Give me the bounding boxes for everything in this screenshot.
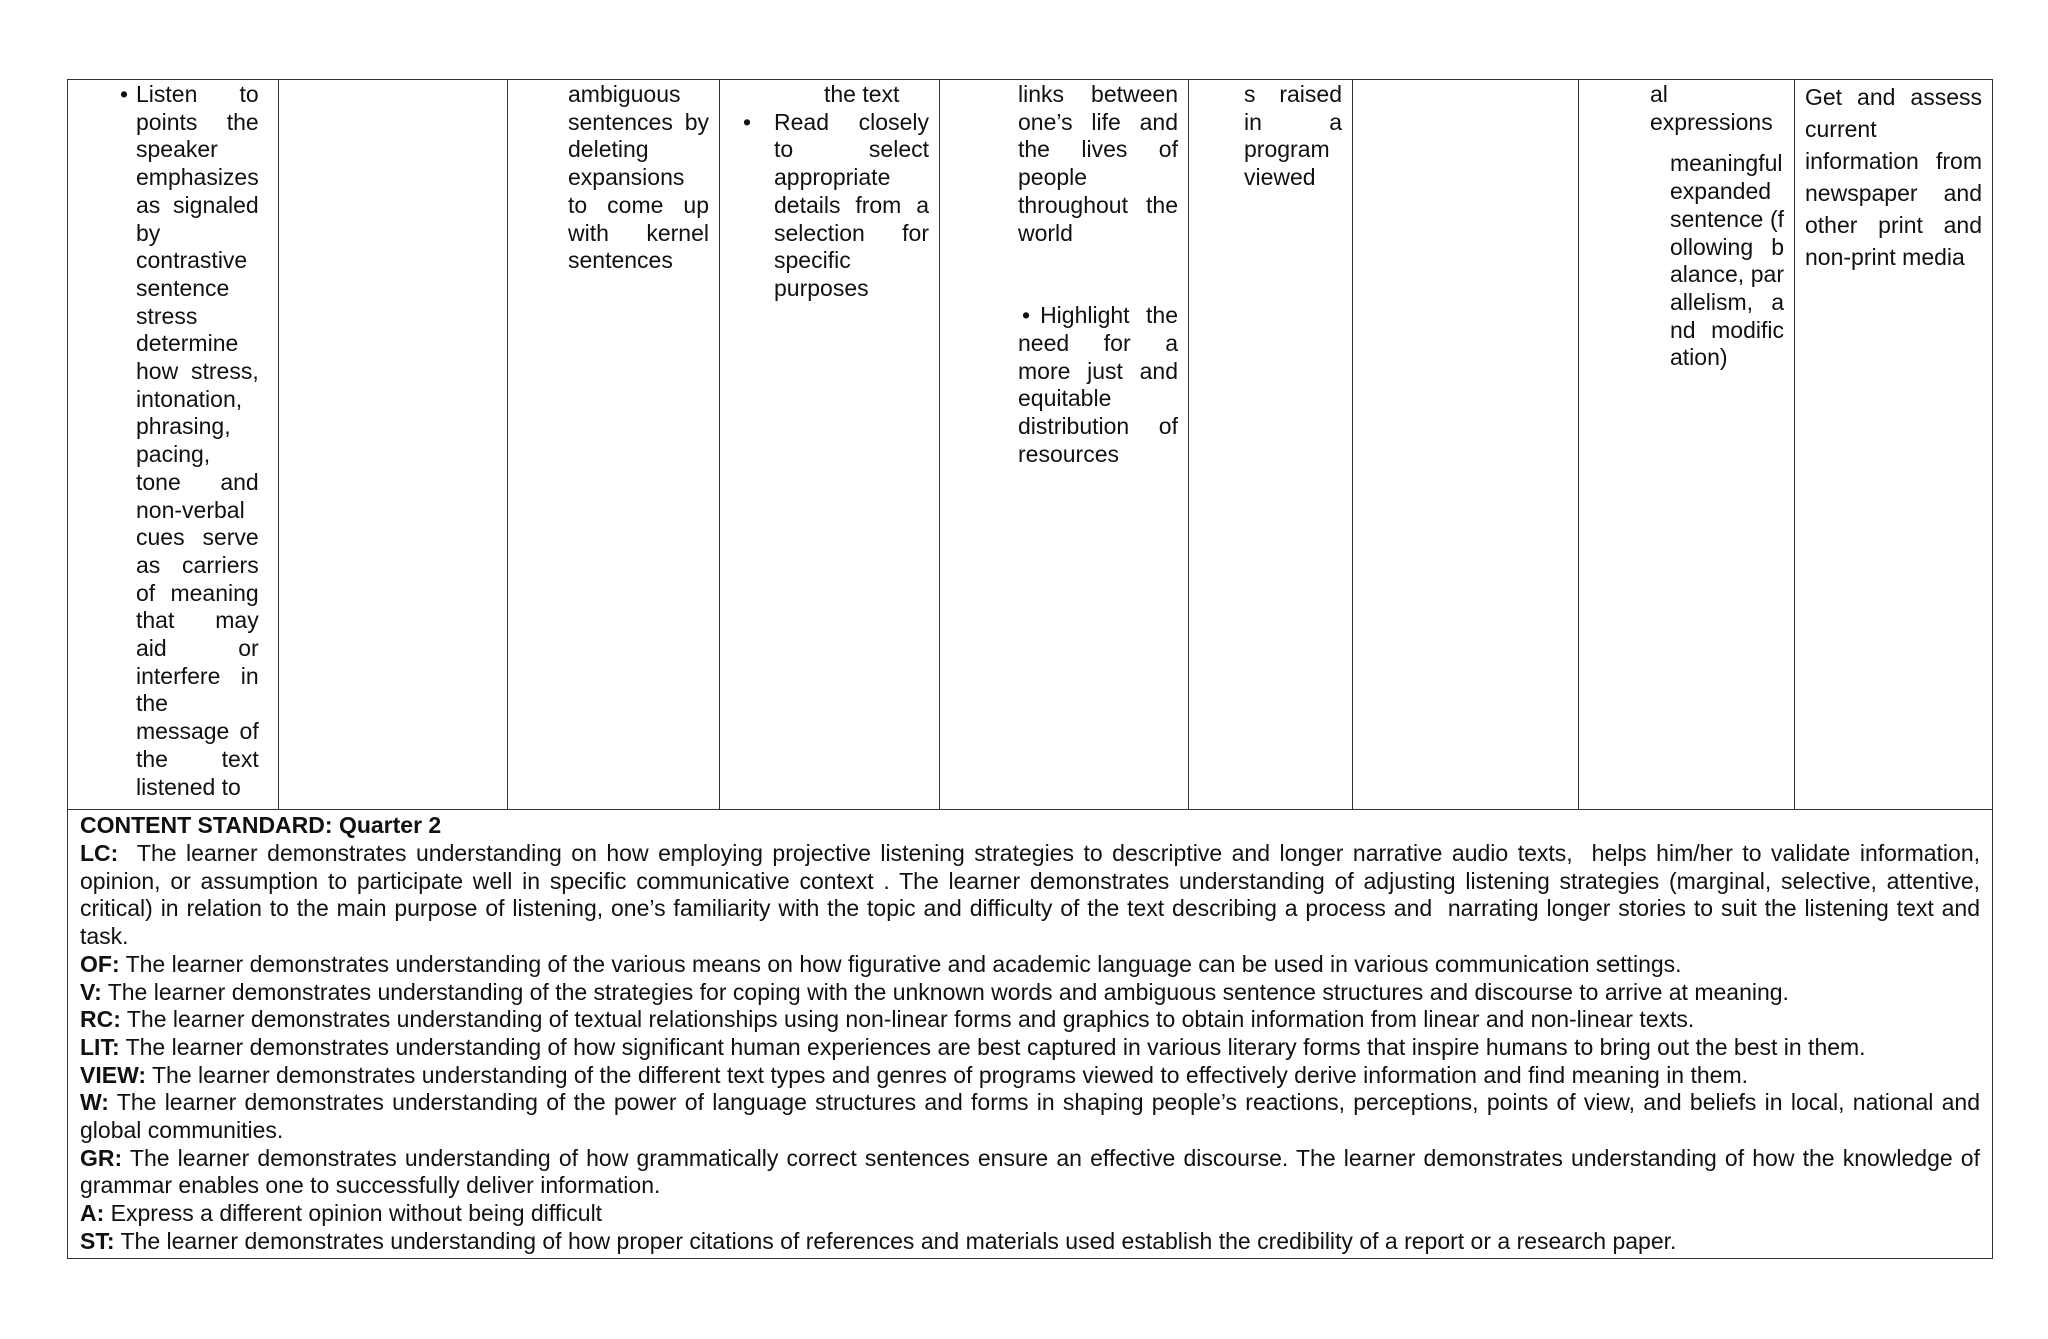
content-standard-row [68, 810, 1993, 1258]
curriculum-table [67, 79, 1993, 1259]
cell-viewing [1189, 80, 1353, 810]
standard-item [80, 1145, 1980, 1200]
cell-listening [68, 80, 279, 810]
literature-competency-text: Highlight the need for a more just and equitable distribution of resources [1018, 302, 1178, 467]
standard-item [80, 1034, 1980, 1062]
standard-text: The learner demonstrates understanding on how employing projective listening strategies to descriptive and longer narrative audio texts, helps him/her to validate information, opinion, or assumption to participate well in specific communicative context . The learner demonstrates understanding of adjusting listening strategies (marginal, selective, attentive, critical) in relation to the main purpose of listening, one’s familiarity with the topic and difficulty of the text describing a process and narrating longer stories to suit the listening text and task. [80, 839, 1987, 950]
cell-study-strategies [1795, 80, 1993, 810]
grammar-competency-text: meaningful expanded sentence (following balance, parallelism, and modification) [1670, 150, 1784, 371]
standard-label: VIEW: [80, 1061, 147, 1088]
content-standard-title: CONTENT STANDARD: Quarter 2 [80, 812, 442, 839]
standard-text: The learner demonstrates understanding of textual relationships using non-linear forms and graphics to obtain information from linear and non-linear texts. [120, 1006, 1695, 1033]
bullet-icon: • [742, 108, 752, 135]
standard-item [80, 1228, 1980, 1256]
standard-text: The learner demonstrates understanding of the power of language structures and forms in shaping people’s reactions, perceptions, points of view, and beliefs in local, national and global communities. [80, 1089, 1980, 1144]
vocabulary-competency-text: ambiguous sentences by deleting expansions to come up with kernel sentences [568, 81, 709, 274]
standard-label: OF: [80, 950, 120, 977]
standard-item [80, 1062, 1980, 1090]
study-competency-text: Get and assess current information from newspaper and other print and non-print media [1805, 84, 1982, 270]
cell-empty-2 [279, 80, 508, 810]
cell-empty-7 [1353, 80, 1579, 810]
cell-literature [940, 80, 1189, 810]
reading-competency-text: Read closely to select appropriate details from a selection for specific purposes [774, 108, 929, 301]
reading-continuation-text: the text [824, 81, 900, 107]
standard-label: A: [80, 1200, 105, 1227]
cell-vocabulary [508, 80, 720, 810]
bullet-icon: • [119, 81, 128, 107]
standard-text: The learner demonstrates understanding of the various means on how figurative and academic language can be used in various communication settings. [119, 950, 1682, 977]
bullet-item [720, 109, 939, 303]
standard-text: The learner demonstrates understanding of how grammatically correct sentences ensure an effective discourse. The learner demonstrates understanding of how the knowledge of grammar enables one to successfully deliver information. [80, 1144, 1980, 1199]
listening-competency-text: Listen to points the speaker emphasizes as signaled by contrastive sentence stress determine how stress, intonation, phrasing, pacing, tone and non-verbal cues serve as carriers of meaning that may aid or interfere in the message of the text listened to [136, 81, 259, 800]
standard-label: RC: [80, 1006, 121, 1033]
bullet-item [68, 81, 268, 801]
standard-text: The learner demonstrates understanding of the strategies for coping with the unknown words and ambiguous sentence structures and discourse to arrive at meaning. [101, 978, 1789, 1005]
grammar-continuation-text: al expressions [1650, 81, 1773, 135]
standard-item [80, 979, 1980, 1007]
bullet-icon: • [1022, 302, 1031, 329]
standard-label: LC: [80, 839, 119, 866]
content-standard-cell [68, 810, 1993, 1258]
standard-item [80, 1200, 1980, 1228]
standard-item [80, 1006, 1980, 1034]
standard-label: ST: [80, 1227, 115, 1254]
literature-continuation-text: links between one’s life and the lives of people throughout the world [1018, 81, 1178, 246]
standard-text: Express a different opinion without being difficult [104, 1200, 603, 1227]
standard-item [80, 1089, 1980, 1144]
cell-reading [720, 80, 940, 810]
standard-text: The learner demonstrates understanding of how significant human experiences are best captured in various literary forms that inspire humans to bring out the best in them. [119, 1033, 1866, 1060]
standard-item [80, 839, 1987, 951]
content-standard [68, 810, 1992, 1257]
standard-text: The learner demonstrates understanding of the different text types and genres of programs viewed to effectively derive information and find meaning in them. [146, 1061, 1749, 1088]
standard-label: GR: [80, 1144, 123, 1171]
standard-text: The learner demonstrates understanding of how proper citations of references and materials used establish the credibility of a report or a research paper. [114, 1227, 1677, 1254]
standard-item [80, 951, 1980, 979]
standard-label: V: [80, 978, 102, 1005]
competency-row [68, 80, 1993, 810]
bullet-item [1018, 302, 1178, 468]
viewing-competency-text: s raised in a program viewed [1244, 81, 1342, 191]
standard-label: LIT: [80, 1033, 120, 1060]
cell-grammar [1579, 80, 1795, 810]
standard-label: W: [80, 1089, 109, 1116]
